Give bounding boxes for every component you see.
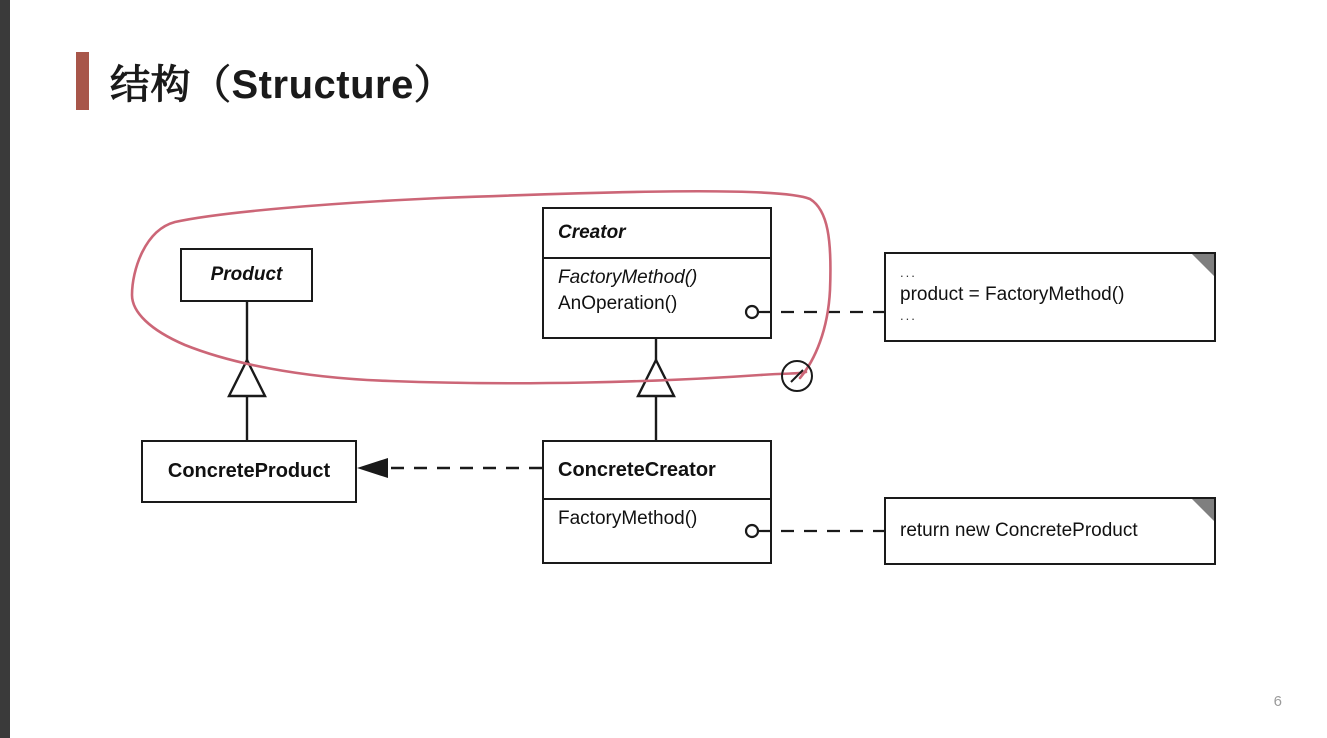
note-line-body: product = FactoryMethod() [900,283,1125,305]
class-name-concrete-product: ConcreteProduct [167,460,331,482]
class-operations-concrete-creator [544,500,770,540]
note-line-return: return new ConcreteProduct [900,520,1138,542]
operation-anoperation: AnOperation() [558,292,678,314]
note-dogear-icon-2 [1192,499,1214,521]
note-factorymethod[interactable] [884,497,1216,565]
class-name-concrete-creator: ConcreteCreator [558,458,716,481]
class-box-concrete-product[interactable] [141,440,357,503]
class-name-product: Product [210,264,283,285]
page-number: 6 [1273,693,1282,710]
class-box-product[interactable] [180,248,313,302]
note-anoperation[interactable] [884,252,1216,342]
operation-factorymethod: FactoryMethod() [558,267,698,288]
class-box-creator[interactable] [542,207,772,339]
page-title: 结构（Structure） [110,62,455,107]
note-line-ellipsis-top: ... [900,265,917,280]
note-dogear-icon [1192,254,1214,276]
class-operations-creator [544,259,770,324]
class-name-creator: Creator [558,222,626,243]
note-line-ellipsis-bottom: ... [900,308,917,324]
operation-concrete-factorymethod: FactoryMethod() [558,508,698,529]
class-box-concrete-creator[interactable] [542,440,772,564]
